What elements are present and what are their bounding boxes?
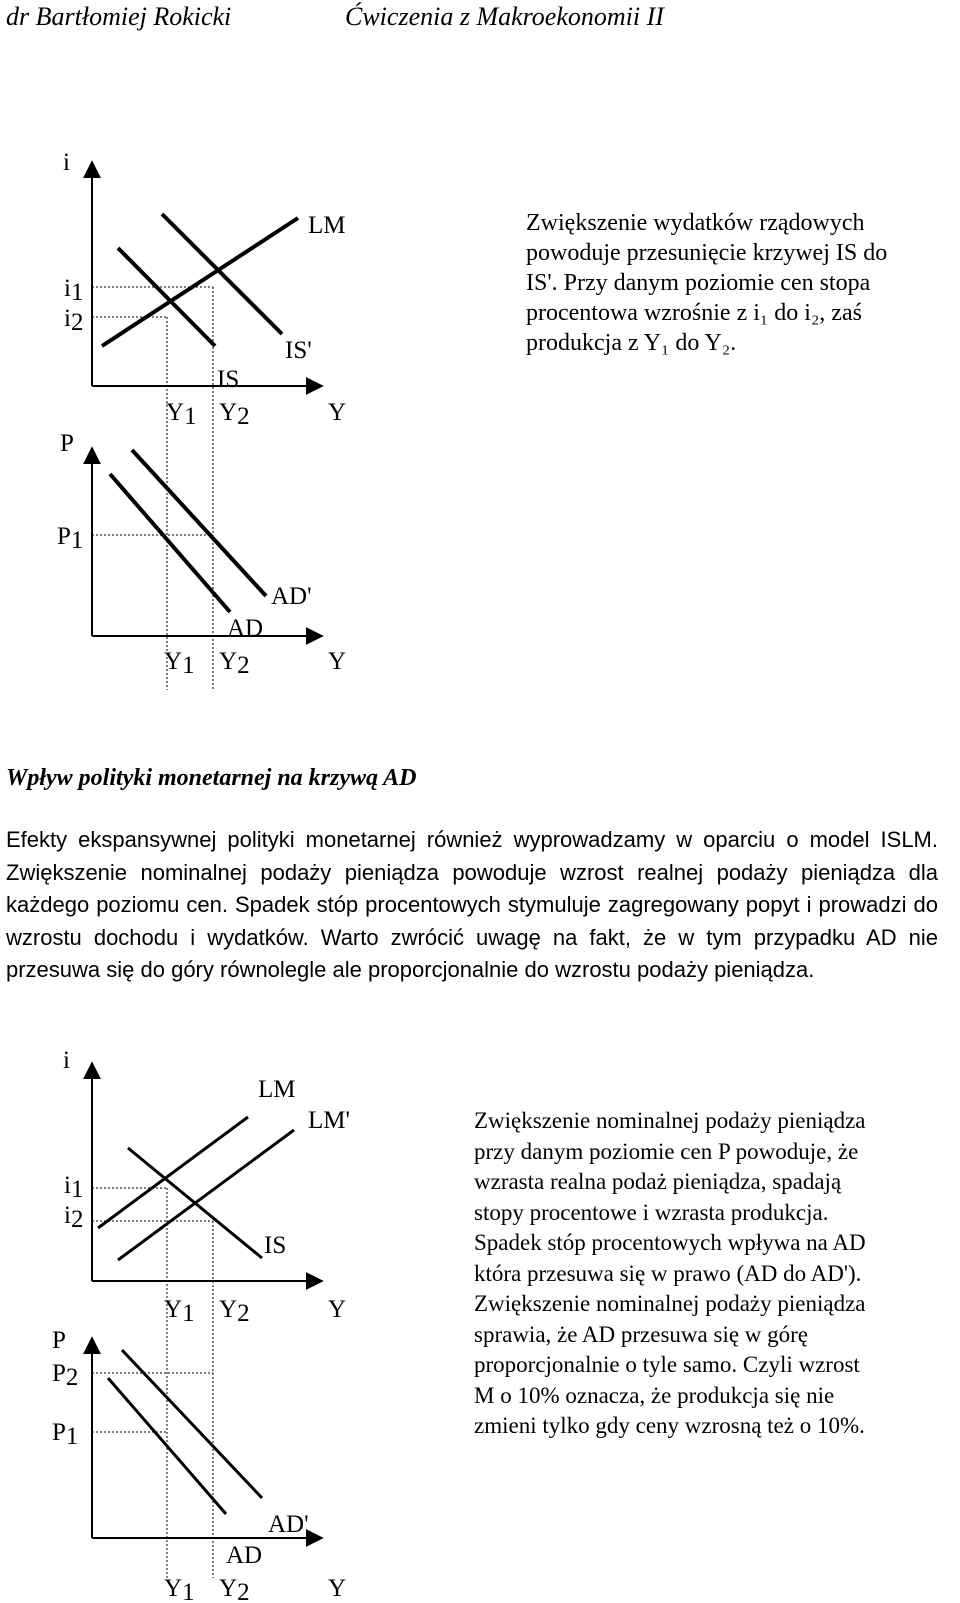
course-title: Ćwiczenia z Makroekonomii II xyxy=(345,2,664,31)
ad-prime-label: AD' xyxy=(271,583,312,610)
y1-label-4: Y1 xyxy=(164,1575,195,1603)
fig1-line: produkcja z Y₁ do Y₂. xyxy=(526,330,737,356)
y1-label-2: Y1 xyxy=(164,648,195,679)
fig1-line: powoduje przesunięcie krzywej IS do xyxy=(526,240,888,266)
fig3-line: wzrasta realna podaż pieniądza, spadają xyxy=(474,1169,842,1194)
y2-label-4: Y2 xyxy=(219,1575,250,1603)
fig3-line: Spadek stóp procentowych wpływa na AD xyxy=(474,1230,866,1255)
fig3-line: która przesuwa się w prawo (AD do AD'). xyxy=(474,1260,862,1286)
p-axis-label: P xyxy=(60,430,74,457)
p2-label: P2 xyxy=(52,1360,79,1391)
lm-curve-3 xyxy=(98,1117,248,1228)
ad-prime-label-4: AD' xyxy=(268,1511,309,1538)
lm-curve xyxy=(102,218,298,346)
fig3-explanation xyxy=(474,1106,866,1442)
p1-label: P1 xyxy=(57,523,84,554)
y2-label-3: Y2 xyxy=(219,1296,250,1327)
is-lm-diagram-monetary xyxy=(63,1047,350,1578)
fig3-line: przy danym poziomie cen P powoduje, że xyxy=(474,1138,859,1164)
is-label: IS xyxy=(217,366,240,393)
y-axis-label-4: Y xyxy=(328,1575,347,1602)
author-name: dr Bartłomiej Rokicki xyxy=(6,2,232,31)
fig3-line: stopy procentowe i wzrasta produkcja. xyxy=(474,1199,829,1225)
ad-label-4: AD xyxy=(226,1542,263,1569)
ad-diagram-fiscal xyxy=(57,430,346,679)
y-axis-label: Y xyxy=(328,399,347,426)
y1-label-3: Y1 xyxy=(164,1296,195,1327)
y-axis-label-2: Y xyxy=(328,648,347,675)
lm-label: LM xyxy=(308,212,346,239)
fig1-line: IS'. Przy danym poziomie cen stopa xyxy=(526,270,871,296)
y1-label: Y1 xyxy=(166,399,197,430)
ad-label: AD xyxy=(227,615,264,642)
is-curve-3 xyxy=(128,1148,262,1258)
i-axis-label: i xyxy=(63,149,70,176)
section-body: Efekty ekspansywnej polityki monetarnej również wyprowadzamy w oparciu o model ISLM. Zwiększenie nominalnej podaży pieniądza powoduje wzrost realnej podaży pieniądza dla każdego poziomu cen. Spadek stóp procentowych stymuluje zagregowany popyt i prowadzi do wzrostu dochodu i wydatków. Warto zwrócić uwagę na fakt, że w tym przypadku AD nie przesuwa się do góry równolegle ale proporcjonalnie do wzrostu podaży pieniądza. xyxy=(6,827,938,982)
fig1-explanation xyxy=(526,208,887,358)
i-axis-label-3: i xyxy=(63,1047,70,1074)
p-axis-label-4: P xyxy=(52,1327,66,1354)
i1-label: i1 xyxy=(64,275,84,306)
is-prime-label: IS' xyxy=(285,337,312,364)
i1-label-3: i1 xyxy=(64,1172,84,1203)
fig3-line: Zwiększenie nominalnej podaży pieniądza xyxy=(474,1291,866,1316)
i2-label: i2 xyxy=(64,305,84,336)
is-label-3: IS xyxy=(264,1232,287,1259)
fig3-line: Zwiększenie nominalnej podaży pieniądza xyxy=(474,1108,866,1133)
fig1-line: procentowa wzrośnie z i₁ do i₂, zaś xyxy=(526,300,862,326)
is-prime-curve xyxy=(162,214,282,334)
y2-label: Y2 xyxy=(219,399,250,430)
fig1-line: Zwiększenie wydatków rządowych xyxy=(526,210,865,236)
ad-curve xyxy=(110,474,230,612)
fig3-line: M o 10% oznacza, że produkcja się nie xyxy=(474,1382,835,1408)
p1-label-4: P1 xyxy=(52,1419,79,1450)
fig3-line: zmieni tylko gdy ceny wzrosną też o 10%. xyxy=(474,1413,865,1438)
i2-label-3: i2 xyxy=(64,1202,84,1233)
is-curve xyxy=(118,248,215,346)
ad-diagram-monetary xyxy=(52,1327,346,1603)
lm-label-3: LM xyxy=(258,1076,296,1103)
fig3-line: proporcjonalnie o tyle samo. Czyli wzrost xyxy=(474,1352,860,1377)
fig3-line: sprawia, że AD przesuwa się w górę xyxy=(474,1321,809,1347)
section-title: Wpływ polityki monetarnej na krzywą AD xyxy=(6,765,417,791)
y-axis-label-3: Y xyxy=(328,1296,347,1323)
y2-label-2: Y2 xyxy=(219,648,250,679)
lm-prime-label: LM' xyxy=(308,1107,351,1134)
